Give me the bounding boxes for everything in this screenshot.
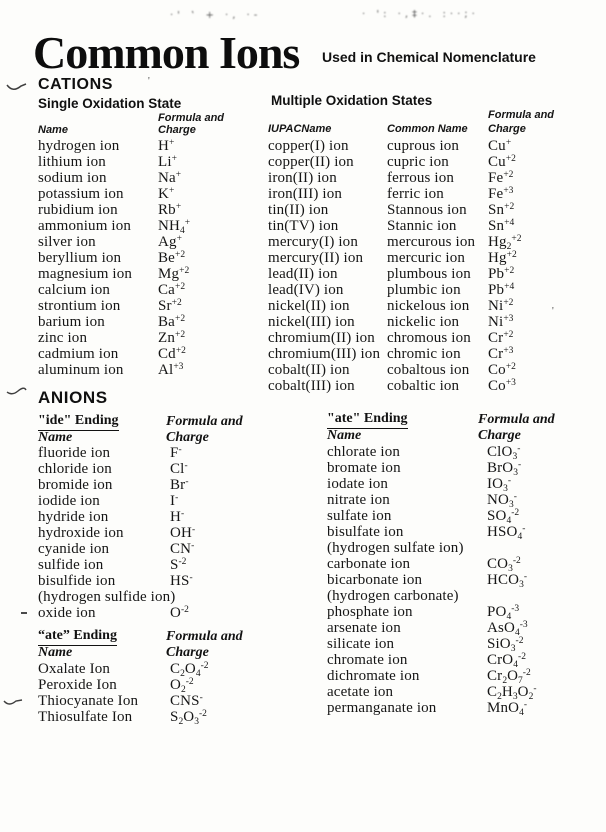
ion-name-cell: acetate ion [327,684,394,700]
table-row [327,524,537,540]
ion-name-cell: bisulfide ion [38,573,116,589]
single-oxidation-heading: Single Oxidation State [38,96,182,111]
column-header-formula-2: Charge [478,428,521,443]
formula-cell: $Ni^{+3}$ [488,313,514,330]
formula-cell: $Mg^{+2}$ [158,265,190,282]
formula-cell: Br- [170,476,189,493]
ate-ending-heading: "ate" Ending [327,411,408,429]
common-name-cell: nickelous ion [387,298,470,314]
table-row [327,668,537,684]
ion-name-cell: sodium ion [38,170,107,186]
formula-cell: $PO_4^{-3}$ [487,603,520,622]
formula-cell: $CO_3^{-2}$ [487,555,521,574]
common-name-cell: Stannous ion [387,202,467,218]
formula-cell: Cl- [170,460,188,477]
formula-cell: $Fe^{+3}$ [488,185,514,202]
table-row [38,362,190,378]
ion-name-cell: (hydrogen sulfide ion) [38,589,176,605]
formula-cell: $NH_4^+$ [158,217,191,236]
column-header-name: Name [38,645,73,660]
table-row [38,186,190,202]
formula-cell: ClO$_3$- [487,443,521,462]
table-row [268,378,522,394]
ion-name-cell: lithium ion [38,154,106,170]
table-row [38,525,195,541]
table-row [38,709,209,725]
table-row [38,477,195,493]
ion-name-cell: carbonate ion [327,556,411,572]
ion-name-cell: zinc ion [38,330,88,346]
table-row [268,298,522,314]
iupac-name-cell: copper(II) ion [268,154,354,170]
ion-name-cell: bicarbonate ion [327,572,423,588]
ion-name-cell: phosphate ion [327,604,413,620]
cations-heading: CATIONS [38,76,114,93]
table-row [327,620,537,636]
ate-ending-heading: “ate” Ending [38,628,117,646]
table-row [268,250,522,266]
formula-cell: OH- [170,524,196,541]
ate-ending-right-table [327,444,537,716]
formula-cell: $HSO_4^-$ [487,523,526,542]
table-row [38,346,190,362]
table-row [38,677,209,693]
formula-cell: CN- [170,540,195,557]
table-row [38,557,195,573]
table-row [38,461,195,477]
ion-name-cell: hydrogen ion [38,138,120,154]
ion-name-cell: iodate ion [327,476,389,492]
common-name-cell: cuprous ion [387,138,460,154]
iupac-name-cell: chromium(II) ion [268,330,375,346]
iupac-name-cell: lead(II) ion [268,266,338,282]
ion-name-cell: chlorate ion [327,444,401,460]
formula-cell: K+ [158,185,175,202]
ion-name-cell: cadmium ion [38,346,119,362]
anions-heading: ANIONS [38,388,108,407]
iupac-name-cell: nickel(II) ion [268,298,350,314]
table-row [38,234,190,250]
formula-cell: $Cd^{+2}$ [158,345,186,362]
formula-cell: $O^{-2}$ [170,604,189,621]
table-row [38,693,209,709]
column-header-name: Name [38,124,68,136]
ion-name-cell: (hydrogen carbonate) [327,588,459,604]
table-row [38,138,190,154]
formula-cell: H- [170,508,185,525]
ion-name-cell: silicate ion [327,636,395,652]
table-row [38,509,195,525]
ion-name-cell: dichromate ion [327,668,420,684]
formula-cell: $IO_3^-$ [487,475,512,494]
iupac-name-cell: lead(IV) ion [268,282,344,298]
table-row [327,652,537,668]
table-row [268,170,522,186]
ion-name-cell: calcium ion [38,282,111,298]
common-name-cell: chromic ion [387,346,461,362]
common-name-cell: Stannic ion [387,218,457,234]
ion-name-cell: aluminum ion [38,362,124,378]
ide-ending-table [38,445,195,621]
formula-cell: $Cr^{+2}$ [488,329,514,346]
table-row [38,202,190,218]
table-row [38,493,195,509]
scan-artifact: · ': ·,‡·. :··;· [362,9,479,20]
scan-squiggle [6,386,28,397]
formula-cell: $Sn^{+4}$ [488,217,515,234]
formula-cell: H+ [158,137,175,154]
formula-cell: $S_2O_3^{-2}$ [170,708,207,727]
ion-name-cell: potassium ion [38,186,124,202]
formula-cell: $Cu^{+2}$ [488,153,516,170]
formula-cell: $Zn^{+2}$ [158,329,186,346]
table-row [38,170,190,186]
table-row [268,314,522,330]
scan-artifact: ·' ‛ + ·, ·- [170,10,262,21]
formula-cell: $Hg_2^{+2}$ [488,233,522,252]
ate-ending-left-table [38,661,209,725]
common-name-cell: cobaltic ion [387,378,460,394]
table-row [38,445,195,461]
table-row [38,605,195,621]
ion-name-cell: Peroxide Ion [38,677,117,693]
iupac-name-cell: iron(III) ion [268,186,343,202]
formula-cell: $O_2^{-2}$ [170,676,194,695]
column-header-formula-1: Formula and [166,629,243,644]
table-row [38,266,190,282]
single-oxidation-table [38,138,190,378]
table-row [268,154,522,170]
ion-name-cell: iodide ion [38,493,100,509]
table-row [268,186,522,202]
common-name-cell: mercuric ion [387,250,466,266]
table-row [38,314,190,330]
formula-cell: $Ca^{+2}$ [158,281,186,298]
formula-cell: $Cr^{+3}$ [488,345,514,362]
scan-squiggle [5,81,29,94]
column-header-formula-2: Charge [166,430,209,445]
ide-ending-heading: "ide" Ending [38,413,119,431]
table-row [327,636,537,652]
table-row [268,266,522,282]
column-header-formula-2: Charge [158,124,196,136]
column-header-common: Common Name [387,123,468,135]
formula-cell: $Be^{+2}$ [158,249,186,266]
iupac-name-cell: cobalt(II) ion [268,362,350,378]
ion-name-cell: chromate ion [327,652,408,668]
formula-cell: Na+ [158,169,182,186]
table-row [38,661,209,677]
formula-cell: $Hg^{+2}$ [488,249,517,266]
table-row [327,460,537,476]
ion-name-cell: (hydrogen sulfate ion) [327,540,464,556]
common-name-cell: plumbous ion [387,266,471,282]
ion-name-cell: Oxalate Ion [38,661,111,677]
column-header-formula-1: Formula and [488,109,555,121]
ion-name-cell: hydride ion [38,509,109,525]
ion-name-cell: cyanide ion [38,541,110,557]
page-title: Common Ions [33,27,300,78]
table-row [38,589,195,605]
formula-cell: $SO_4^{-2}$ [487,507,520,526]
page-subtitle: Used in Chemical Nomenclature [322,49,536,65]
ion-name-cell: chloride ion [38,461,112,477]
ion-name-cell: magnesium ion [38,266,133,282]
formula-cell: $Fe^{+2}$ [488,169,514,186]
formula-cell: F- [170,444,182,461]
column-header-name: Name [327,428,362,443]
ion-name-cell: fluoride ion [38,445,111,461]
formula-cell: Rb+ [158,201,182,218]
common-name-cell: plumbic ion [387,282,461,298]
table-row [268,282,522,298]
scan-tick: ' [552,306,554,317]
table-row [38,573,195,589]
ion-name-cell: sulfate ion [327,508,392,524]
column-header-formula-2: Charge [166,645,209,660]
formula-cell: $Ni^{+2}$ [488,297,514,314]
ion-name-cell: Thiocyanate Ion [38,693,139,709]
column-header-formula-1: Formula and [166,414,243,429]
formula-cell: $Pb^{+4}$ [488,281,515,298]
table-row [268,346,522,362]
table-row [327,572,537,588]
iupac-name-cell: iron(II) ion [268,170,337,186]
formula-cell: HS- [170,572,193,589]
iupac-name-cell: tin(II) ion [268,202,329,218]
common-name-cell: mercurous ion [387,234,476,250]
column-header-formula-2: Charge [488,123,526,135]
iupac-name-cell: mercury(II) ion [268,250,364,266]
table-row [327,476,537,492]
formula-cell: $Ba^{+2}$ [158,313,186,330]
formula-cell: AsO$_4^{-3}$ [487,619,528,638]
formula-cell: CrO$_4^{-2}$ [487,651,526,670]
common-name-cell: chromous ion [387,330,471,346]
scan-squiggle [3,696,25,708]
formula-cell: $C_2O_4^{-2}$ [170,660,209,679]
column-header-formula-1: Formula and [158,112,225,124]
table-row [327,508,537,524]
formula-cell: $HCO_3^-$ [487,571,528,590]
multiple-oxidation-table [268,138,522,394]
table-row [268,234,522,250]
table-row [327,556,537,572]
formula-cell: $Sr^{+2}$ [158,297,182,314]
table-row [327,492,537,508]
multiple-oxidation-heading: Multiple Oxidation States [271,93,433,108]
ion-name-cell: bromide ion [38,477,113,493]
ion-name-cell: strontium ion [38,298,121,314]
formula-cell: $Co^{+3}$ [488,377,516,394]
table-row [38,282,190,298]
column-header-iupac: IUPACName [268,123,332,135]
table-row [38,154,190,170]
formula-cell: $C_2H_3O_2^-$ [487,683,537,702]
table-row [268,362,522,378]
table-row [38,250,190,266]
ion-name-cell: sulfide ion [38,557,104,573]
ion-name-cell: nitrate ion [327,492,390,508]
common-name-cell: ferric ion [387,186,444,202]
formula-cell: BrO$_3$- [487,459,522,478]
table-row [327,604,537,620]
formula-cell: $Sn^{+2}$ [488,201,515,218]
table-row [268,218,522,234]
iupac-name-cell: tin(TV) ion [268,218,339,234]
formula-cell: $Al^{+3}$ [158,361,184,378]
formula-cell: MnO$_4$- [487,699,528,718]
formula-cell: $Co^{+2}$ [488,361,516,378]
formula-cell: SiO$_3^{-2}$ [487,635,524,654]
table-row [38,218,190,234]
ion-name-cell: beryllium ion [38,250,122,266]
common-name-cell: cupric ion [387,154,449,170]
iupac-name-cell: copper(I) ion [268,138,349,154]
formula-cell: Li+ [158,153,177,170]
formula-cell: $NO_3^-$ [487,491,517,510]
ion-name-cell: hydroxide ion [38,525,124,541]
table-row [268,138,522,154]
formula-cell: I- [170,492,179,509]
ion-name-cell: silver ion [38,234,96,250]
table-row [38,298,190,314]
iupac-name-cell: mercury(I) ion [268,234,358,250]
ion-name-cell: bromate ion [327,460,401,476]
table-row [327,444,537,460]
common-name-cell: ferrous ion [387,170,455,186]
ion-name-cell: barium ion [38,314,105,330]
ion-name-cell: bisulfate ion [327,524,404,540]
table-row [38,330,190,346]
formula-cell: $Cr_2O_7^{-2}$ [487,667,531,686]
formula-cell: $S^{-2}$ [170,556,187,573]
column-header-formula-1: Formula and [478,412,555,427]
common-name-cell: cobaltous ion [387,362,470,378]
formula-cell: CNS- [170,692,203,709]
ion-name-cell: oxide ion [38,605,96,621]
ion-name-cell: permanganate ion [327,700,437,716]
ion-name-cell: Thiosulfate Ion [38,709,133,725]
ion-name-cell: arsenate ion [327,620,401,636]
table-row [327,700,537,716]
common-name-cell: nickelic ion [387,314,460,330]
formula-cell: Ag+ [158,233,182,250]
table-row [327,540,537,556]
table-row [268,330,522,346]
scan-tick: ' [148,76,150,87]
iupac-name-cell: cobalt(III) ion [268,378,355,394]
formula-cell: $Pb^{+2}$ [488,265,515,282]
iupac-name-cell: chromium(III) ion [268,346,381,362]
formula-cell: Cu+ [488,137,512,154]
iupac-name-cell: nickel(III) ion [268,314,355,330]
table-row [268,202,522,218]
table-row [327,588,537,604]
scan-dash [21,612,27,614]
ion-name-cell: ammonium ion [38,218,132,234]
ion-name-cell: rubidium ion [38,202,118,218]
column-header-name: Name [38,430,73,445]
table-row [38,541,195,557]
table-row [327,684,537,700]
